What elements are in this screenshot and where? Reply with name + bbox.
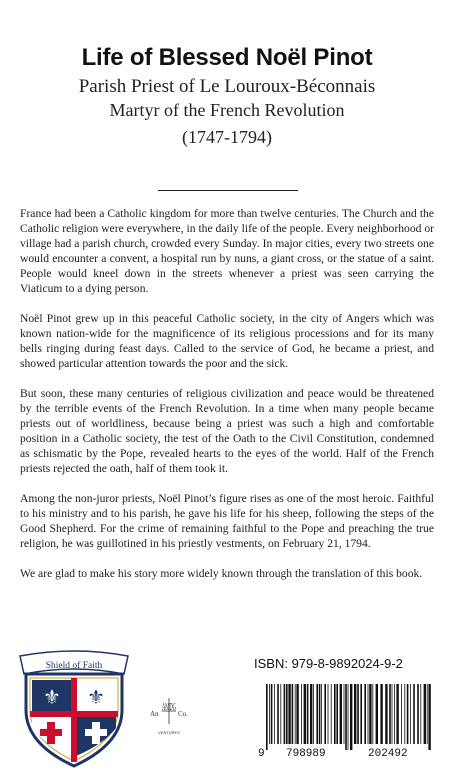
barcode-bar [372, 684, 373, 744]
barcode-bar [340, 684, 342, 744]
barcode-bar [350, 684, 352, 750]
barcode [262, 684, 434, 750]
divider [158, 190, 298, 191]
barcode-bar [385, 684, 387, 744]
barcode-bar [360, 684, 362, 744]
barcode-bar [274, 684, 275, 744]
barcode-bar [396, 684, 398, 744]
barcode-bar [404, 684, 405, 744]
barcode-digits-right: 202492 [368, 748, 408, 760]
barcode-bar [369, 684, 371, 744]
barcode-bar [269, 684, 270, 744]
barcode-bar [427, 684, 428, 744]
barcode-bar [321, 684, 322, 744]
book-subtitle-2: Martyr of the French Revolution [109, 100, 345, 120]
barcode-bar [344, 684, 345, 744]
barcode-bar [380, 684, 382, 744]
barcode-bar [420, 684, 421, 744]
barcode-bar [394, 684, 395, 744]
barcode-bar [324, 684, 326, 744]
barcode-bar [376, 684, 378, 744]
barcode-bar [424, 684, 426, 744]
barcode-bar [266, 684, 268, 750]
publisher-letters: AMDG [162, 701, 177, 713]
barcode-bar [368, 684, 369, 744]
barcode-bar [357, 684, 359, 744]
barcode-bar [296, 684, 298, 744]
barcode-bar [364, 684, 366, 744]
barcode-bar [392, 684, 393, 744]
barcode-bar [417, 684, 419, 744]
book-title: Life of Blessed Noël Pinot [81, 44, 373, 71]
barcode-bar [313, 684, 314, 744]
barcode-bar [428, 684, 430, 750]
barcode-digits-left: 798989 [286, 748, 326, 760]
barcode-bar [336, 684, 338, 744]
amdg-ventures-logo [148, 690, 190, 740]
barcode-bar [286, 684, 288, 744]
barcode-bar [280, 684, 281, 744]
barcode-bar [389, 684, 391, 744]
barcode-bar [292, 684, 294, 744]
paragraph: We are glad to make his story more widely known through the translation of this book. [20, 567, 423, 580]
barcode-bar [345, 684, 347, 750]
paragraph: Noël Pinot grew up in this peaceful Catholic society, in the city of Angers which was known nation-wide for the magnificence of its religious processions and for its many bells ringing during feast days. Called to the service of God, he became a priest, and showed particular attention towards the poor and the sick. [20, 312, 434, 370]
barcode-bar [301, 684, 302, 744]
barcode-bar [407, 684, 409, 744]
barcode-digit-first: 9 [258, 748, 265, 760]
logo-text: Shield of Faith [45, 661, 103, 671]
barcode-bar [348, 684, 349, 750]
paragraph: Among the non-juror priests, Noël Pinot’s figure rises as one of the most heroic. Faithful to his ministry and to his parish, he gave his life for his sheep, following the steps of the Good Shepherd. For the crime of remaining faithful to the Pope and preaching the true religion, he was guillotined in his priestly vestments, on February 21, 1794. [20, 492, 434, 550]
barcode-bar [277, 684, 279, 744]
barcode-bar [413, 684, 415, 744]
barcode-bar [307, 684, 309, 744]
barcode-bar [401, 684, 402, 744]
barcode-bar [328, 684, 329, 744]
paragraph: But soon, these many centuries of religious civilization and peace would be threatened by the terrible events of the French Revolution. In a time when many people became priests out of worldliness, because being a priest was such a high and comfortable position in a Catholic society, the test of the Oath to the Civil Constitution, condemned as schismatic by the Pope, revealed hearts to the eyes of the world. Half of the French priests rejected the oath, half of them took it. [20, 387, 434, 475]
barcode-bar [288, 684, 290, 744]
back-cover-text [20, 206, 434, 596]
barcode-bar [316, 684, 318, 744]
life-years: (1747-1794) [182, 127, 272, 147]
publisher-right: Co. [178, 710, 188, 718]
fleur-de-lis-icon: ⚜ [87, 685, 105, 709]
publisher-left: An [150, 710, 159, 718]
book-subtitle: Parish Priest of Le Louroux-Béconnais [78, 76, 376, 97]
title-block [0, 44, 454, 148]
barcode-bar [319, 684, 321, 744]
barcode-bar [334, 684, 336, 744]
barcode-bar [310, 684, 312, 744]
barcode-bar [271, 684, 273, 744]
shield-of-faith-logo [14, 648, 134, 768]
barcode-bar [304, 684, 306, 744]
paragraph: France had been a Catholic kingdom for more than twelve centuries. The Church and the Catholic religion were everywhere, in the daily life of the people. Every neighborhood or village had a parish church, crowded every Sunday. In major cities, every two streets one would encounter a convent, a hospital run by nuns, a giant cross, or the statue of a saint. People would kneel down in the streets whenever a priest was seen carrying the Viaticum to a dying person. [20, 207, 434, 295]
barcode-bar [354, 684, 356, 744]
barcode-bar [410, 684, 411, 744]
barcode-bar [284, 684, 286, 744]
barcode-bar [295, 684, 296, 744]
barcode-bar [331, 684, 332, 744]
fleur-de-lis-icon: ⚜ [43, 685, 61, 709]
isbn-label: ISBN: 979-8-9892024-9-2 [254, 656, 403, 671]
publisher-bottom: VENTURES [158, 730, 180, 735]
